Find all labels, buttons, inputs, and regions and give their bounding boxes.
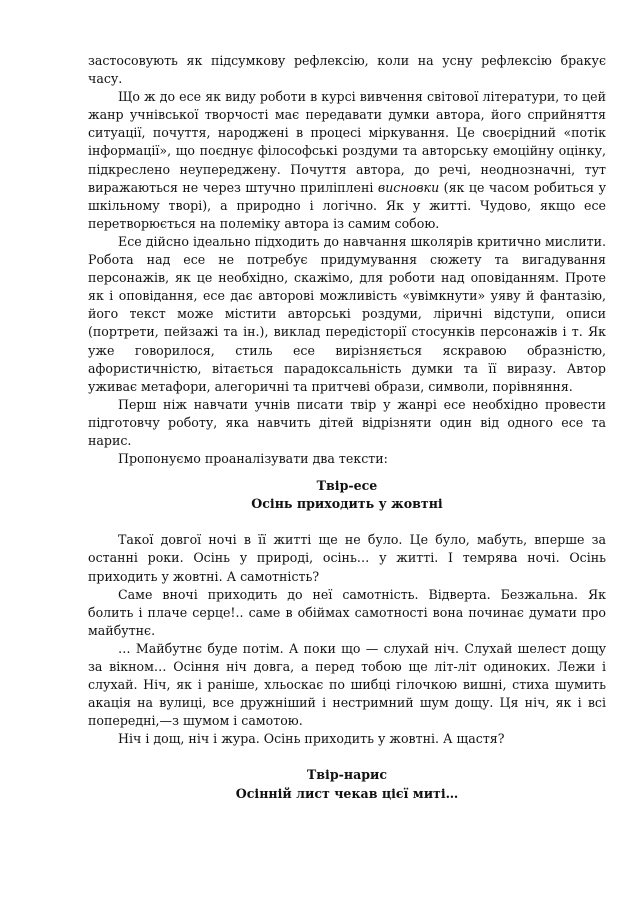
emphasis-text: висновки <box>377 179 440 195</box>
essay-paragraph: … Майбутнє буде потім. А поки що — слухай ніч. Слухай шелест дощу за вікном… Осіння ніч довга, а перед тобою ще літ-літ одиноких. Лежи і слухай. Ніч, як і раніше, хльоскає по шибці гілочкою вишні, стиха шумить акація на вулиці, все дружніший і нестримний шум дощу. Ця ніч, як і всі попередні,—з шумом і самотою. <box>88 640 606 729</box>
essay-paragraph: Саме вночі приходить до неї самотність. Відверта. Безжальна. Як болить і плаче серце!.. саме в обіймах самотності вона починає думати про майбутнє. <box>88 586 606 638</box>
paragraph-text: (як це часом робиться у шкільному творі), а природно і логічно. Як у житті. Чудово, якщо есе перетворюється на полеміку автора із самим собою. <box>88 179 606 231</box>
paragraph-preparation: Перш ніж навчати учнів писати твір у жанрі есе необхідно провести підготовчу роботу, яка навчить дітей відрізняти один від одного есе та нарис. <box>88 396 606 448</box>
paragraph-essay-description <box>88 88 606 233</box>
document-body <box>88 52 606 803</box>
paragraph-critical-thinking: Есе дійсно ідеально підходить до навчання школярів критично мислити. Робота над есе не потребує придумування сюжету та вигадування персонажів, як це необхідно, скажімо, для роботи над оповіданням. Проте як і оповідання, есе дає авторові можливість «увімкнути» уяву й фантазію, його текст може містити авторські роздуми, ліричні відступи, описи (портрети, пейзажі та ін.), виклад передісторії стосунків персонажів і т. Як уже говорилося, стиль есе вирізняється яскравою образністю, афористичністю, вітається парадоксальність думки та її виразу. Автор уживає метафори, алегоричні та притчеві образи, символи, порівняння. <box>88 233 606 394</box>
sketch-heading <box>88 766 606 802</box>
spacer <box>88 748 606 766</box>
essay-genre-title: Твір-есе <box>316 478 378 494</box>
sketch-title: Осінній лист чекав цієї миті… <box>235 785 459 801</box>
essay-paragraph: Такої довгої ночі в її житті ще не було. Це було, мабуть, вперше за останні роки. Осінь у природі, осінь… у житті. І темрява ночі. Осінь приходить у жовтні. А самотність? <box>88 532 606 584</box>
paragraph-proposal: Пропонуємо проаналізувати два тексти: <box>118 451 388 467</box>
paragraph-continuation: застосовують як підсумкову рефлексію, коли на усну рефлексію бракує часу. <box>88 53 606 87</box>
spacer <box>88 513 606 531</box>
essay-heading <box>88 477 606 513</box>
spacer <box>88 468 606 477</box>
paragraph-text: Що ж до есе як виду роботи в курсі вивчення світової літератури, то цей жанр учнівської творчості має передавати думки автора, його сприйняття ситуації, почуття, народжені в процесі міркування. Це своєрідний «потік інформації», що поєднує філософські роздуми та авторську емоційну оцінку, підкреслено неупереджену. Почуття автора, до речі, неоднозначні, тут виражаються не через штучно приліплені <box>88 89 606 195</box>
essay-paragraph: Ніч і дощ, ніч і жура. Осінь приходить у жовтні. А щастя? <box>118 731 505 747</box>
essay-title: Осінь приходить у жовтні <box>251 496 443 512</box>
sketch-genre-title: Твір-нарис <box>306 767 388 783</box>
